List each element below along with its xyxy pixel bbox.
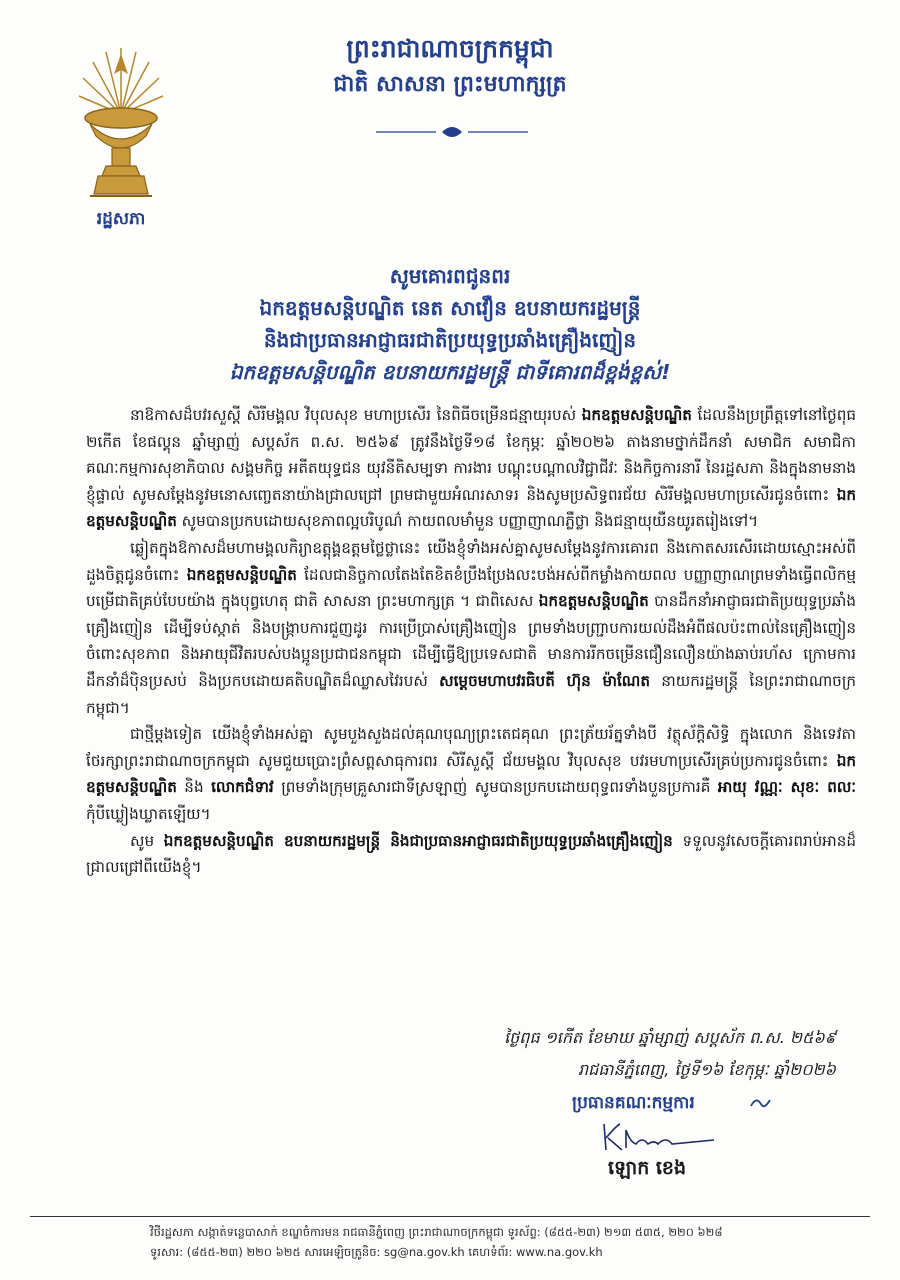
- recipient-role-line: និងជាប្រធានអាជ្ញាធរជាតិប្រយុទ្ធប្រឆាំងគ្រឿងញៀន: [263, 328, 637, 352]
- text-run: ជាថ្មីម្តងទៀត យើងខ្ញុំទាំងអស់គ្នា សូមបួងសួងដល់គុណបុណ្យព្រះតេជគុណ ព្រះត្រ័យរ័ត្នទាំងបី វត្ថុស័ក្តិសិទ្ធិ ក្នុងលោក និងទេវតាថែរក្សាព្រះរាជាណាចក្រកម្ពុជា សូមជួយប្រោះព្រំសព្ពសាធុការពរ សិរីសួស្តី ជ័យមង្គល វិបុលសុខ បវរមហាប្រសើរគ្រប់ប្រការជូនចំពោះ: [86, 725, 856, 770]
- text-run: ដែលនឹងប្រព្រឹត្តទៅនៅថ្ងៃពុធ ២កើត ខែផល្គុន ឆ្នាំម្សាញ់ សប្តស័ក ព.ស. ២៥៦៩ ត្រូវនឹងថ្ងៃទី១៨ ខែកុម្ភៈ ឆ្នាំ២០២៦ តាងនាមថ្នាក់ដឹកនាំ សមាជិក សមាជិកាគណៈកម្មការសុខាភិបាល សង្គមកិច្ច អតីតយុទ្ធជន យុវនីតិសម្បទា ការងារ បណ្តុះបណ្តាលវិជ្ជាជីវៈ និងកិច្ចការនារី នៃរដ្ឋសភា និងក្នុងនាមនាងខ្ញុំផ្ទាល់ សូមសម្តែងនូវមនោសញ្ចេតនាយ៉ាងជ្រាលជ្រៅ ព្រមជាមួយអំណរសាទរ និងសូមប្រសិទ្ធពរជ័យ សិរីមង្គលមហាប្រសើរជូនចំពោះ: [86, 406, 856, 504]
- salutation-line: ឯកឧត្តមសន្តិបណ្ឌិត ឧបនាយករដ្ឋមន្ត្រី ជាទីគោរពដ៏ខ្ពង់ខ្ពស់!: [229, 360, 671, 384]
- ornament-divider-icon: [372, 122, 532, 142]
- date-block: [504, 1022, 836, 1086]
- honorific: លោកជំទាវ: [211, 778, 274, 797]
- emblem-icon: [76, 44, 166, 202]
- honorific: ឯកឧត្តមសន្តិបណ្ឌិត: [186, 565, 297, 584]
- greeting-line: សូមគោរពជូនពរ: [389, 264, 511, 288]
- paragraph-2: [86, 535, 856, 721]
- footer-address: វិថីរដ្ឋសភា សង្កាត់ទន្លេបាសាក់ ខណ្ឌចំការមន រាជធានីភ្នំពេញ ព្រះរាជាណាចក្រកម្ពុជា ទូរស័ព្ទ: (៨៥៥-២៣) ២១៣ ៥៣៥, ២២០ ៦២៨: [150, 1225, 723, 1239]
- kingdom-title: ព្រះរាជាណាចក្រកម្ពុជា: [346, 34, 554, 63]
- address-block: [140, 260, 760, 388]
- national-motto: [300, 30, 600, 102]
- motto-line: ជាតិ សាសនា ព្រះមហាក្សត្រ: [333, 72, 567, 97]
- paragraph-3: [86, 721, 856, 827]
- text-run: នាឱកាសដ៏បវរសួស្តី សិរីមង្គល វិបុលសុខ មហាប្រសើរ នៃពិធីចម្រើនជន្មាយុរបស់: [130, 406, 582, 424]
- place-date: រាជធានីភ្នំពេញ, ថ្ងៃទី១៦ ខែកុម្ភៈ ឆ្នាំ២០២៦: [577, 1060, 836, 1079]
- initial-mark-icon: [748, 1094, 774, 1114]
- paragraph-1: [86, 402, 856, 535]
- honorific: ឯកឧត្តមសន្តិបណ្ឌិត ឧបនាយករដ្ឋមន្ត្រី និងជាប្រធានអាជ្ញាធរជាតិប្រយុទ្ធប្រឆាំងគ្រឿងញៀន: [163, 831, 673, 850]
- text-run: សូម: [130, 831, 164, 850]
- paragraph-4: [86, 828, 856, 881]
- honorific: អាយុ វណ្ណៈ សុខៈ ពលៈ: [717, 778, 856, 797]
- honorific: សម្តេចមហាបវរធិបតី ហ៊ុន ម៉ាណែត: [439, 671, 650, 690]
- footer-divider: [30, 1216, 870, 1217]
- text-run: ឆ្លៀតក្នុងឱកាសដ៏មហាមង្គលកិរ្យាឧត្តុង្គឧត្តមថ្លៃថ្លានេះ យើងខ្ញុំទាំងអស់គ្នាសូមសម្តែងនូវការគោរព និងកោតសរសើរដោយស្មោះអស់ពីដួងចិត្តជូនចំពោះ: [86, 538, 856, 584]
- honorific: ឯកឧត្តមសន្តិបណ្ឌិត: [86, 751, 856, 797]
- text-run: ដែលជានិច្ចកាលតែងតែខិតខំប្រឹងប្រែងលះបង់អស់ពីកម្លាំងកាយពល បញ្ញាញាណព្រមទាំងធ្វើពលិកម្មបម្រើជាតិគ្រប់បែបយ៉ាង ក្នុងបុព្វហេតុ ជាតិ សាសនា ព្រះមហាក្សត្រ ។ ជាពិសេស: [86, 565, 856, 611]
- honorific: ឯកឧត្តមសន្តិបណ្ឌិត: [538, 592, 649, 611]
- text-run: និង: [176, 778, 212, 797]
- honorific: ឯកឧត្តមសន្តិបណ្ឌិត: [86, 485, 856, 531]
- signer-name: ឡោក ខេង: [608, 1157, 687, 1179]
- text-run: ទទួលនូវសេចក្តីគោរពរាប់អានដ៏ជ្រាលជ្រៅពីយើងខ្ញុំ។: [86, 831, 856, 877]
- text-run: បានដឹកនាំអាជ្ញាធរជាតិប្រយុទ្ធប្រឆាំងគ្រឿងញៀន ដើម្បីទប់ស្កាត់ និងបង្ក្រាបការជួញដូរ ការប្រើប្រាស់គ្រឿងញៀន ព្រមទាំងបញ្ជ្រាបការយល់ដឹងអំពីផលប៉ះពាល់នៃគ្រឿងញៀនចំពោះសុខភាព និងអាយុជីវិតរបស់បងប្អូនប្រជាជនកម្ពុជា ដើម្បីធ្វើឱ្យប្រទេសជាតិ មានការរីកចម្រើនជឿនលឿនយ៉ាងឆាប់រហ័ស ក្រោមការដឹកនាំដ៏ប៉ិនប្រសប់ និងប្រកបដោយគតិបណ្ឌិតដ៏ឈ្លាសវៃរបស់: [86, 592, 857, 690]
- text-run: ព្រមទាំងក្រុមគ្រួសារជាទីស្រឡាញ់ សូមបានប្រកបដោយពុទ្ធពរទាំងបួនប្រការគឺ: [273, 778, 718, 797]
- signer-title: ប្រធានគណៈកម្មការ: [572, 1093, 695, 1113]
- text-run: កុំបីឃ្លៀងឃ្លាតឡើយ។: [86, 804, 211, 823]
- text-run: នាយករដ្ឋមន្ត្រី នៃព្រះរាជាណាចក្រកម្ពុជា។: [86, 671, 856, 717]
- text-run: សូមបានប្រកបដោយសុខភាពល្អបរិបូណ៌ កាយពលមាំមួន បញ្ញាញាណភ្លឺថ្លា និងជន្មាយុយឺនយូរតរៀងទៅ។: [176, 512, 759, 531]
- institution-name: រដ្ឋសភា: [96, 209, 146, 229]
- recipient-line: ឯកឧត្តមសន្តិបណ្ឌិត នេត សាវឿន ឧបនាយករដ្ឋមន្ត្រី: [259, 296, 641, 320]
- signature-icon: [596, 1118, 726, 1158]
- footer-contact: ទូរសារ: (៨៥៥-២៣) ២២០ ៦២៥ សារអេឡិចត្រូនិច: sg@na.gov.kh គេហទំព័រ: www.na.gov.kh: [150, 1245, 603, 1259]
- footer: [150, 1222, 870, 1262]
- honorific: ឯកឧត្តមសន្តិបណ្ឌិត: [581, 406, 692, 424]
- lunar-date: ថ្ងៃពុធ ១កើត ខែមាឃ ឆ្នាំម្សាញ់ សប្តស័ក ព.ស. ២៥៦៩: [504, 1028, 836, 1047]
- letter-body: [86, 402, 856, 881]
